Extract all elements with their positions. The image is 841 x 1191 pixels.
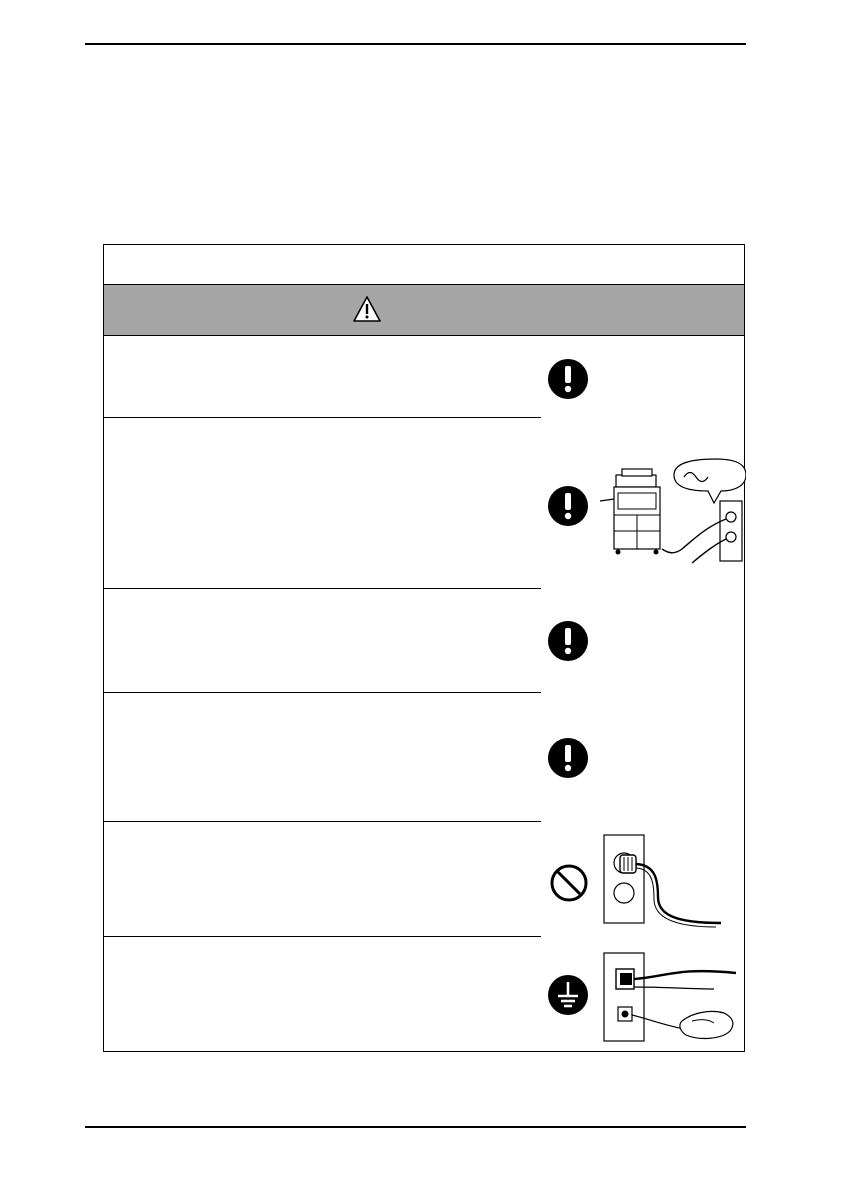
- row-divider: [104, 588, 541, 589]
- mandatory-action-icon: [547, 737, 589, 779]
- header-rule: [85, 43, 746, 45]
- mandatory-action-icon: [547, 358, 589, 400]
- row-divider: [104, 936, 541, 937]
- copier-outlet-illustration: [596, 453, 746, 568]
- ground-icon: [547, 974, 589, 1016]
- safety-table: [103, 244, 745, 1052]
- row-divider: [104, 821, 541, 822]
- row-divider: [104, 417, 541, 418]
- warning-triangle-icon: [352, 295, 382, 323]
- ground-wire-illustration: [596, 947, 741, 1047]
- plug-outlet-illustration: [596, 831, 726, 931]
- warning-header-bar: [104, 285, 744, 336]
- mandatory-action-icon: [547, 620, 589, 662]
- table-title-row: [104, 245, 744, 285]
- prohibited-icon: [549, 863, 589, 903]
- mandatory-action-icon: [547, 485, 589, 527]
- footer-rule: [85, 1126, 746, 1128]
- row-divider: [104, 692, 541, 693]
